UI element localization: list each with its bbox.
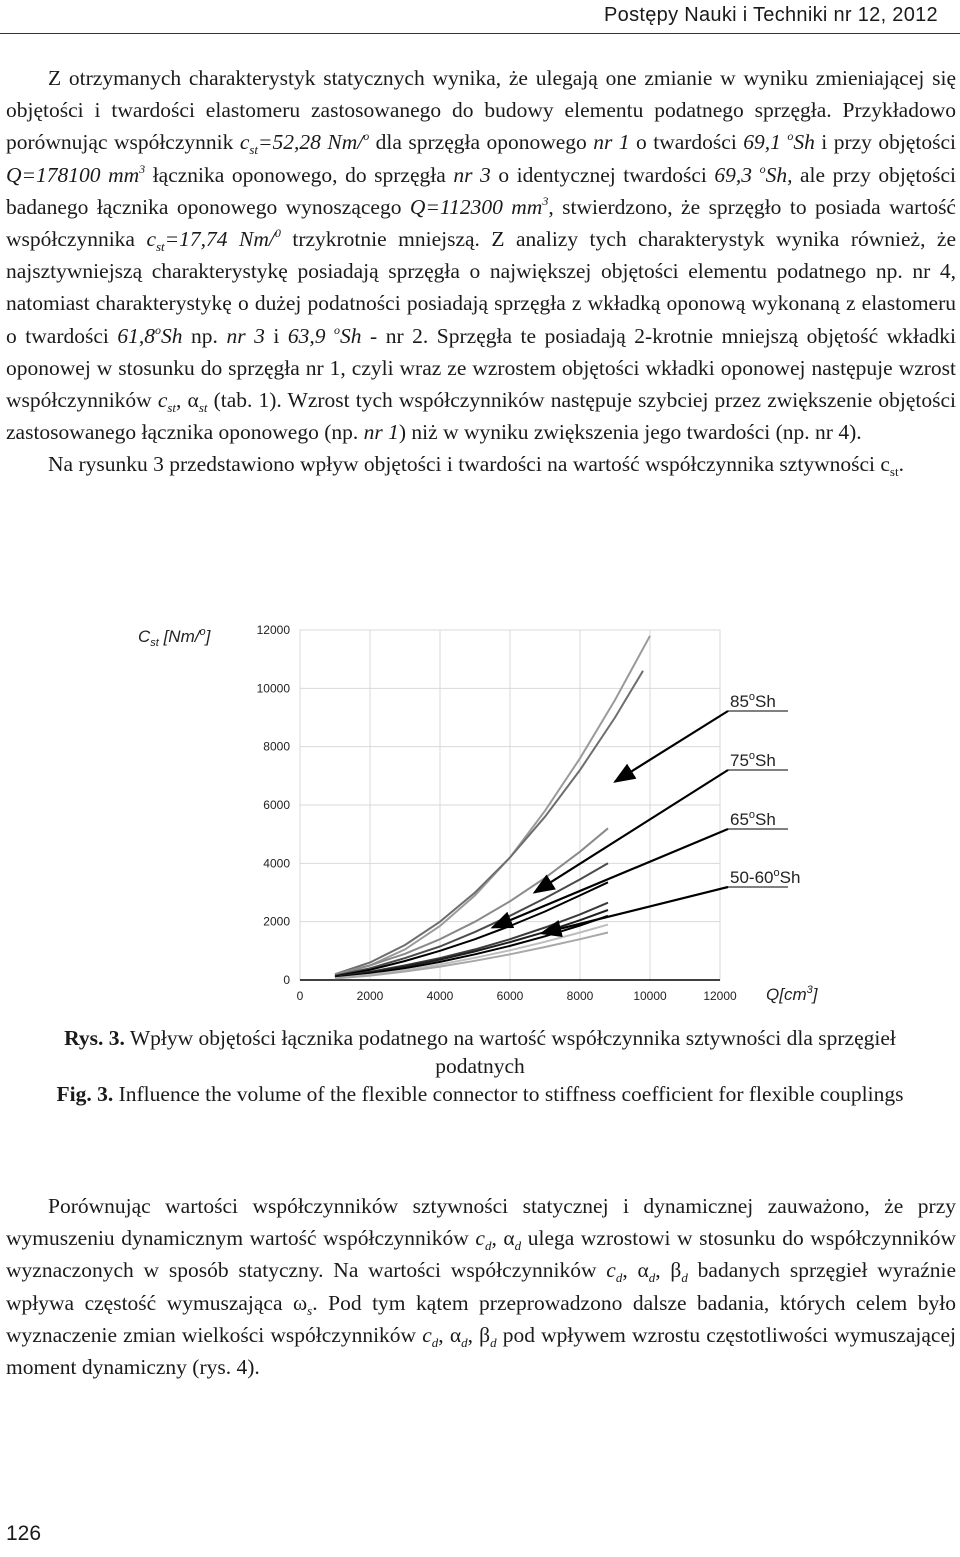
annotation-label: 50-60$^o$Sh	[730, 867, 801, 887]
y-axis-label: $C_{st}$ [Nm/$^o$]	[138, 626, 211, 649]
header-rule	[0, 33, 960, 34]
paragraph-1: Z otrzymanych charakterystyk statycznych wynika, że ulegają one zmianie w wyniku zmieniającej się objętości i twardości elastomeru zastosowanego do budowy elementu podatnego sprzęgła. Przykładowo porównując współczynnik $c_{st}=52,28$ Nm/$^o$ dla sprzęgła oponowego nr 1 o twardości 69,1 $^o$Sh i przy objętości Q=178100 $mm^3$ łącznika oponowego, do sprzęgła nr 3 o identycznej twardości 69,3 $^o$Sh, ale przy objętości badanego łącznika oponowego wynoszącego Q=112300 $mm^3$, stwierdzono, że sprzęgło to posiada wartość współczynnika $c_{st}=17,74$ Nm/$^0$ trzykrotnie mniejszą. Z analizy tych charakterystyk wynika również, że najsztywniejszą charakterystykę posiadają sprzęgła o największej objętości elementu podatnego np. nr 4, natomiast charakterystykę o dużej podatności posiadają sprzęgła z wkładką oponową wykonaną z elastomeru o twardości 61,8$^o$Sh np. nr 3 i 63,9 $^o$Sh - nr 2. Sprzęgła te posiadają 2-krotnie mniejszą objętość wkładki oponowej w stosunku do sprzęgła nr 1, czyli wraz ze wzrostem objętości wkładki oponowej następuje wzrost współczynników $c_{st}$, $\alpha_{st}$ (tab. 1). Wzrost tych współczynników następuje szybciej przez zwiększenie objętości zastosowanego łącznika oponowego (np. nr 1) niż w wyniku zwiększenia jego twardości (np. nr 4).	[6, 66, 957, 445]
x-tick-label: 10000	[633, 989, 667, 1003]
body-text-bottom	[6, 1190, 956, 1383]
body-text-top	[6, 62, 956, 481]
annotation-label: 65$^o$Sh	[730, 809, 776, 829]
page-number: 126	[6, 1522, 42, 1545]
stiffness-chart	[120, 612, 840, 1012]
paragraph-1b: Na rysunku 3 przedstawiono wpływ objętości i twardości na wartość współczynnika sztywności $c_{st}$.	[48, 452, 904, 480]
figure-caption-en: Fig. 3. Influence the volume of the flexible connector to stiffness coefficient for flexible couplings	[56, 1082, 904, 1106]
journal-header: Postępy Nauki i Techniki nr 12, 2012	[604, 4, 938, 26]
y-tick-label: 2000	[263, 914, 290, 929]
x-tick-label: 0	[296, 989, 304, 1003]
x-tick-label: 12000	[703, 989, 737, 1003]
x-tick-label: 6000	[496, 989, 524, 1003]
y-tick-label: 0	[283, 973, 290, 987]
figure-caption-pl: Rys. 3. Wpływ objętości łącznika podatnego na wartość współczynnika sztywności dla sprzęgieł podatnych	[64, 1026, 896, 1078]
y-tick-label: 8000	[263, 739, 290, 754]
annotation-label: 75$^o$Sh	[730, 750, 776, 770]
y-tick-label: 4000	[263, 856, 290, 871]
y-tick-label: 12000	[256, 623, 290, 637]
annotation-label: 85$^o$Sh	[730, 691, 776, 711]
y-tick-label: 6000	[263, 798, 290, 812]
x-axis-label: $Q[cm^3]$	[766, 984, 818, 1004]
x-tick-label: 8000	[566, 989, 594, 1003]
y-tick-label: 10000	[256, 681, 290, 696]
paragraph-2: Porównując wartości współczynników sztywności statycznej i dynamicznej zauważono, że przy wymuszeniu dynamicznym wartość współczynników $c_d$, $\alpha_d$ ulega wzrostowi w stosunku do współczynników wyznaczonych w sposób statyczny. Na wartości współczynników $c_d$, $\alpha_d$, $\beta_d$ badanych sprzęgieł wyraźnie wpływa częstość wymuszająca $\omega_s$. Pod tym kątem przeprowadzono dalsze badania, których celem było wyznaczenie zmian wielkości współczynników $c_d$, $\alpha_d$, $\beta_d$ pod wpływem wzrostu częstotliwości wymuszającej moment dynamiczny (rys. 4).	[6, 1194, 957, 1380]
x-tick-label: 4000	[426, 989, 454, 1003]
x-tick-label: 2000	[356, 989, 384, 1003]
